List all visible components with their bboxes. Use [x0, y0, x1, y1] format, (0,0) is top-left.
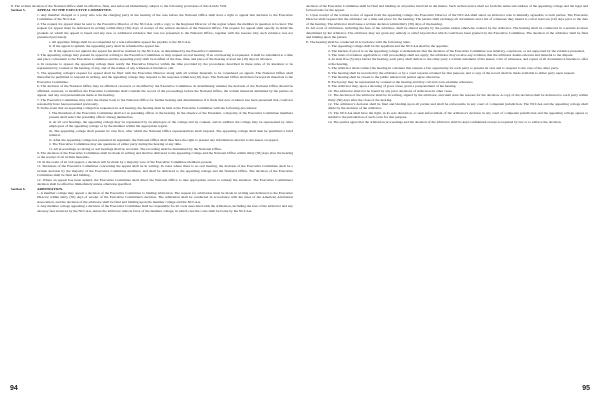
- left-page: [11, 4, 293, 388]
- list-item: 1. The appealing college shall be the appellant and the NCCAA shall be the appellee.: [328, 44, 449, 49]
- sub-paragraph: iv. After the appealing college has presented its argument, the National Office shall then have the right to present any information relevant to the issues on appeal.: [49, 137, 279, 142]
- sub-paragraph: ii. At all oral hearings, the appealing college may be represented by an employee of the college and by counsel, and in addition the college may be represented by other employees of the appealing college or by the member within the appropriate region.: [49, 119, 293, 129]
- paragraph: E. The hearing shall be conducted in accordance with the following rules:: [306, 39, 411, 44]
- section-label: Section 6.: [11, 186, 26, 191]
- paragraph: 10. In the event of an oral appeal, a decision will be made by a majority vote of the Executive Committee members present.: [37, 159, 213, 164]
- sub-paragraph: ii. If the appeal is upheld, the appealing party shall be refunded the appeal fee.: [49, 44, 160, 49]
- paragraph: 1. A member college may appeal a decision of the Executive Committee to binding arbitration. The request for arbitration must be made in writing and delivered to the Executive Director within thirty (30) days of receipt of the Executive Committee's decision. The arbitration shall be conducted in accordance with the rules of the American Arbitration Association, and the decision of the arbitrator shall be final and binding upon the member college and the NCCAA.: [37, 191, 293, 204]
- paragraph: 8. In the event that an appealing college has requested an oral hearing, the hearing shall be held at the Executive Committee with the following procedures:: [37, 106, 258, 111]
- list-item: 2. The burden of proof is on the appealing college to demonstrate that the decision of the Executive Committee was arbitrary, capricious, or not supported by the evidence presented.: [328, 48, 585, 53]
- section-heading: ARBITRATION.: [37, 186, 64, 191]
- list-item: 14. The parties agree that the arbitration proceedings and the decision of the arbitrator shall be kept confidential except as required by law or to enforce the decision.: [328, 119, 562, 124]
- section-label: Section 5.: [11, 8, 26, 13]
- list-item: 5. The arbitrator shall conduct the hearing in a manner that ensures a fair opportunity for each party to present its case and to respond to the case of the other party.: [328, 66, 559, 71]
- paragraph: 6. The decision of the National Office may be affirmed, reversed, or modified by the Executive Committee. In determining whether the decision of the National Office should be affirmed, reversed, or modified, the Executive Committee shall consider the record of the proceedings before the National Office, the written materials submitted by the parties on appeal, and any oral presentations made at the hearing.: [37, 84, 293, 98]
- paragraph: decision of the Executive Committee shall be final and binding on all parties involved in the matter. Such written notice shall set forth the name and address of the appealing college and the legal and factual basis for the appeal.: [306, 4, 588, 13]
- paragraph: 4. In response to appeal, the appealing college must notify the Executive Director within the time provided by the procedures described in these rules of its intention to be represented by counsel at the hearing, if any, and of the names of any witnesses it intends to call.: [37, 61, 293, 71]
- section-6: [11, 187, 293, 214]
- paragraph: 2. The request for appeal must be sent to the Executive Director of the NCCAA, with a copy to the Regional Director of the region where the member in question is located. The request for appeal must be delivered in writing within thirty (30) days of receipt of the written decision of the National Office. The request for appeal shall specify in detail the grounds on which the appeal is based and any new or additional evidence that was not presented to the National Office, together with the reasons why such evidence was not presented previously.: [37, 21, 293, 40]
- sub-paragraph: iii. The appealing college shall present its case first, after which the National Office representatives shall respond. The appealing college shall then be permitted a brief rebuttal.: [49, 128, 293, 138]
- paragraph: 2. Any member college appealing a decision of the Executive Committee shall be responsible for all costs associated with the arbitration, including the fees of the arbitrator and any attorney fees incurred by the NCCAA, unless the arbitrator rules in favor of the member college, in which case the costs shall be borne by the NCCAA.: [37, 204, 293, 213]
- paragraph: 12. Where an appeal has been upheld, the Executive Committee shall direct the National Office to take appropriate action to remedy the situation. The Executive Committee's decision shall be effective immediately unless otherwise specified.: [37, 177, 293, 187]
- right-page: [306, 4, 588, 388]
- sub-paragraph: iii. If the appeal is not upheld, the appeal fee shall be retained by the NCCAA, as determined by the Executive Committee.: [49, 48, 224, 53]
- paragraph: 7. The Executive Committee may refer the matter back to the National Office for further hearing and determination if it finds that new evidence has been presented that could not reasonably have been presented previously.: [37, 97, 293, 106]
- list-item: 9. The arbitrator may, upon a showing of good cause, grant a postponement of the hearing.: [328, 84, 457, 89]
- paragraph: 9. The decision of the Executive Committee shall be made in writing and shall be delivered to the appealing college and the National Office within thirty (30) days after the hearing or the receipt of all written materials.: [37, 150, 293, 160]
- paragraph: 11. Decisions of the Executive Committee concerning the appeal shall be in writing. In cases where there is no oral hearing, the decision of the Executive Committee shall be a written decision by the majority of the Executive Committee members, and shall be delivered to the appealing college and the National Office. The decision of the Executive Committee shall be final and binding.: [37, 164, 293, 178]
- list-item: 3. The rules of evidence applicable to civil proceedings shall not apply; the arbitrator may receive any evidence that the arbitrator deems relevant and material to the dispute.: [328, 52, 574, 57]
- sub-paragraph: i. The President of the Executive Committee shall act as presiding officer at the hearing. In the absence of the President, a majority of the Executive Committee members present shall select the presiding officer among themselves.: [49, 110, 293, 120]
- page-number-left: 94: [10, 385, 18, 392]
- list-item: 6. The hearing shall be recorded by the arbitrator or by a court reporter retained for that purpose, and a copy of the record shall be made available to either party upon request.: [328, 70, 576, 75]
- sub-paragraph: i. All appellate filings shall be accompanied by a non-refundable appeal fee payable to the NCCAA.: [49, 39, 191, 44]
- page-number-right: 95: [582, 385, 590, 392]
- paragraph: C. Upon receipt of the written notice of appeal from the appealing college, the Executive Director of the NCCAA shall select an arbitrator who is mutually agreeable to both parties. The Executive Director shall request that the arbitrator set a time and place for the hearing. The parties shall exchange all documents and a list of witnesses they intend to call at least ten (10) days prior to the date of the hearing. The arbitrator shall issue a written decision within thirty (30) days of the hearing.: [306, 12, 588, 26]
- paragraph: 1. Any member charged or a party who was the charging party in the hearing of the case before the National Office shall have a right to appeal that decision to the Executive Committee of the NCCAA.: [37, 12, 293, 22]
- section-body: [37, 187, 293, 214]
- list-item: 4. At least five (5) days before the hearing, each party shall deliver to the other party a written statement of the issues, a list of witnesses, and copies of all documents it intends to offer at the hearing.: [328, 57, 588, 66]
- list-item: 10. The arbitrator shall not be bound by any prior decisions of arbitrators in other cases.: [328, 88, 453, 93]
- list-item: 13. The NCCAA shall have the right, in its sole discretion, to seek enforcement of the arbitrator's decision in any court of competent jurisdiction and the appealing college agrees to submit to the jurisdiction of such court for that purpose.: [328, 110, 588, 120]
- list-item: 11. The decision of the arbitrator shall be in writing, signed by the arbitrator, and shall state the reasons for the decision. A copy of the decision shall be delivered to each party within thirty (30) days after the close of the hearing.: [328, 93, 588, 102]
- list-item: 8. Each party may be represented by counsel at the hearing and may call and cross-examine witnesses.: [328, 79, 474, 84]
- section-heading: APPEAL TO THE EXECUTIVE COMMITTEE.: [37, 8, 112, 13]
- sub-paragraph: v. The Executive Committee may ask questions of either party during the hearing at any time.: [49, 142, 182, 147]
- sub-paragraph: vi. All proceedings occurring at oral hearings shall be recorded. The recording shall be maintained by the National Office.: [49, 146, 222, 151]
- list-item: 12. The arbitrator's decision shall be final and binding upon all parties and shall be enforceable in any court of competent jurisdiction. The NCCAA and the appealing college shall abide by the decision of the arbitrator.: [328, 101, 588, 111]
- list-item: 7. The hearing shall be closed to the public unless both parties agree otherwise.: [328, 75, 441, 80]
- section-body: [37, 8, 293, 186]
- numbered-list: [306, 44, 588, 124]
- paragraph: 5. The appealing college's request for appeal shall be filed with the Executive Director along with all written materials to be considered on appeal. The National Office shall thereafter be permitted to respond in writing, and the appealing college may respond to the response within ten (10) days. The National Office shall then forward all materials to the Executive Committee.: [37, 70, 293, 84]
- paragraph: 8. The written decision of the National Office shall be effective, final, and enforced immediately, subject to the following provisions of this Article VIII.: [11, 4, 227, 8]
- paragraph: D. All costs of arbitration, including the fees of the arbitrator, shall be shared equally by the parties unless otherwise ordered by the arbitrator. The hearing shall be conducted in a neutral location determined by the arbitrator. The arbitrator may not grant any remedy or relief beyond that which could have been granted by the Executive Committee. The decision of the arbitrator shall be final and binding upon the parties.: [306, 26, 588, 40]
- section-5: [11, 8, 293, 186]
- paragraph: 3. The appealing college may present its appeal in writing to the Executive Committee or may request an oral hearing. If an oral hearing is requested, it shall be scheduled at a time and place convenient to the Executive Committee and the appealing party shall be notified of the date, time, and place of the hearing at least ten (10) days in advance.: [37, 52, 293, 62]
